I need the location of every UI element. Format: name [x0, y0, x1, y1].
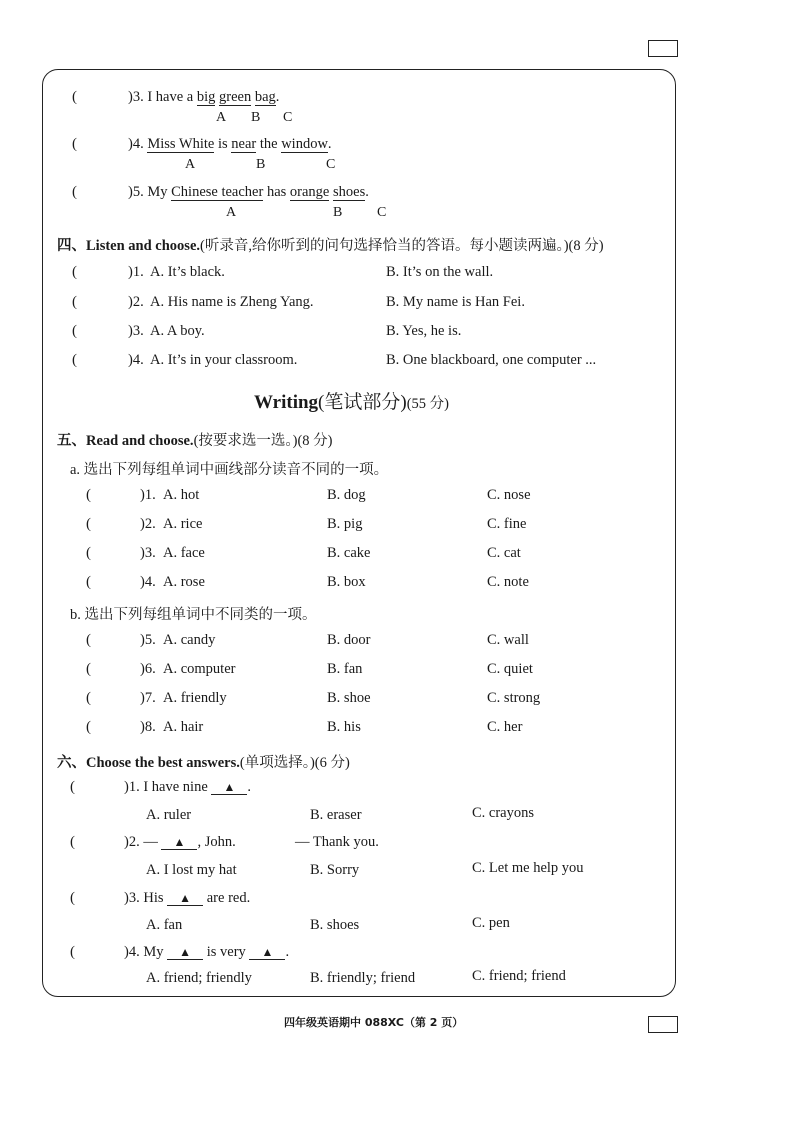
option-a: A. His name is Zheng Yang. [150, 294, 314, 310]
option-a: A. rose [163, 574, 205, 590]
question-number: )2. [124, 834, 140, 850]
question-number: )4. [128, 352, 144, 368]
question-number: )1. [140, 487, 156, 503]
option-a: A. A boy. [150, 323, 205, 339]
top-corner-box [648, 40, 678, 57]
option-c: C. nose [487, 487, 531, 503]
answer-paren[interactable]: ( [86, 574, 91, 590]
option-a: A. computer [163, 661, 236, 677]
answer-paren[interactable]: ( [86, 661, 91, 677]
option-a: A. hair [163, 719, 204, 735]
option-c: C. quiet [487, 661, 533, 677]
option-a: A. face [163, 545, 205, 561]
answer-paren[interactable]: ( [72, 352, 77, 368]
question-number: )3. [128, 323, 144, 339]
underlined-word: bag [254, 89, 276, 105]
option-a: A. I lost my hat [146, 862, 237, 878]
answer-paren[interactable]: ( [72, 136, 77, 152]
question-number: )2. [140, 516, 156, 532]
option-c: C. Let me help you [472, 860, 584, 876]
option-b: B. pig [327, 516, 363, 532]
section4-heading: 四、Listen and choose.(听录音,给你听到的问句选择恰当的答语。每小题读两遍。)(8 分) [57, 238, 604, 254]
question-text: — [143, 834, 158, 850]
underlined-word: orange [289, 184, 330, 200]
answer-paren[interactable]: ( [86, 545, 91, 561]
section5-part-a-instruction: a. 选出下列每组单词中画线部分读音不同的一项。 [70, 462, 389, 478]
sentence-text: is [217, 136, 228, 152]
question-reply: — Thank you. [295, 834, 379, 850]
answer-paren[interactable]: ( [86, 516, 91, 532]
question-number: )3. [140, 545, 156, 561]
writing-title: Writing(笔试部分)(55 分) [254, 392, 449, 413]
option-b: B. It’s on the wall. [386, 264, 494, 280]
question-text: My [143, 944, 164, 960]
option-a: A. It’s black. [150, 264, 225, 280]
option-b: B. Yes, he is. [386, 323, 462, 339]
sentence-text: the [259, 136, 278, 152]
option-c: C. wall [487, 632, 529, 648]
question-number: )3. [124, 890, 140, 906]
page-frame [42, 69, 676, 997]
answer-blank[interactable]: ▲ [167, 891, 203, 906]
answer-blank[interactable]: ▲ [161, 835, 197, 850]
option-c: C. note [487, 574, 529, 590]
option-letter: A [185, 157, 196, 172]
sentence-text: My [147, 184, 168, 200]
option-b: B. My name is Han Fei. [386, 294, 525, 310]
answer-paren[interactable]: ( [70, 944, 75, 960]
option-b: B. cake [327, 545, 371, 561]
question-number: )5. [128, 184, 144, 200]
option-b: B. door [327, 632, 371, 648]
question-number: )4. [128, 136, 144, 152]
option-c: C. cat [487, 545, 521, 561]
option-b: B. Sorry [310, 862, 360, 878]
answer-paren[interactable]: ( [72, 89, 77, 105]
option-b: B. shoe [327, 690, 371, 706]
question-number: )2. [128, 294, 144, 310]
option-b: B. friendly; friend [310, 970, 416, 986]
option-c: C. strong [487, 690, 541, 706]
option-c: C. crayons [472, 805, 535, 821]
option-letter: C [283, 110, 293, 125]
section5-part-b-instruction: b. 选出下列每组单词中不同类的一项。 [70, 607, 317, 623]
option-a: A. ruler [146, 807, 192, 823]
option-c: C. fine [487, 516, 527, 532]
answer-paren[interactable]: ( [86, 632, 91, 648]
question-number: )4. [140, 574, 156, 590]
underlined-word: shoes [333, 184, 366, 200]
option-letter: C [326, 157, 336, 172]
option-letter: A [216, 110, 227, 125]
question-text: I have nine [143, 779, 208, 795]
question-number: )3. [128, 89, 144, 105]
page-footer: 四年级英语期中 088XC（第 2 页） [284, 1016, 464, 1029]
underlined-word: window [281, 136, 328, 152]
underlined-word: near [231, 136, 257, 152]
option-b: B. eraser [310, 807, 362, 823]
answer-paren[interactable]: ( [70, 834, 75, 850]
option-b: B. fan [327, 661, 363, 677]
sentence-text: I have a [147, 89, 194, 105]
option-c: C. her [487, 719, 523, 735]
option-letter: B [251, 110, 261, 125]
question-number: )6. [140, 661, 156, 677]
option-a: A. rice [163, 516, 203, 532]
answer-paren[interactable]: ( [72, 294, 77, 310]
sentence-text: has [266, 184, 287, 200]
section5-heading: 五、Read and choose.(按要求选一选。)(8 分) [57, 433, 333, 449]
answer-paren[interactable]: ( [86, 487, 91, 503]
option-letter: A [226, 205, 237, 220]
option-c: C. pen [472, 915, 510, 931]
answer-blank[interactable]: ▲ [167, 945, 203, 960]
question-number: )8. [140, 719, 156, 735]
option-b: B. box [327, 574, 366, 590]
option-b: B. One blackboard, one computer ... [386, 352, 597, 368]
answer-paren[interactable]: ( [72, 184, 77, 200]
bottom-corner-box [648, 1016, 678, 1033]
section6-heading: 六、Choose the best answers.(单项选择。)(6 分) [57, 755, 350, 771]
answer-paren[interactable]: ( [86, 719, 91, 735]
option-b: B. shoes [310, 917, 360, 933]
question-text: His [143, 890, 164, 906]
option-letter: B [333, 205, 343, 220]
question-number: )4. [124, 944, 140, 960]
option-a: A. fan [146, 917, 183, 933]
option-a: A. friendly [163, 690, 227, 706]
question-number: )7. [140, 690, 156, 706]
answer-paren[interactable]: ( [86, 690, 91, 706]
answer-blank[interactable]: ▲ [211, 780, 247, 795]
underlined-word: green [219, 89, 252, 105]
answer-paren[interactable]: ( [70, 890, 75, 906]
option-letter: C [377, 205, 387, 220]
answer-blank[interactable]: ▲ [249, 945, 285, 960]
question-number: )5. [140, 632, 156, 648]
question-number: )1. [128, 264, 144, 280]
option-b: B. his [327, 719, 361, 735]
option-a: A. It’s in your classroom. [150, 352, 298, 368]
question-number: )1. [124, 779, 140, 795]
option-a: A. candy [163, 632, 216, 648]
option-letter: B [256, 157, 266, 172]
answer-paren[interactable]: ( [70, 779, 75, 795]
answer-paren[interactable]: ( [72, 323, 77, 339]
underlined-word: Chinese teacher [171, 184, 264, 200]
answer-paren[interactable]: ( [72, 264, 77, 280]
option-c: C. friend; friend [472, 968, 566, 984]
underlined-word: big [196, 89, 216, 105]
option-a: A. hot [163, 487, 200, 503]
option-b: B. dog [327, 487, 366, 503]
underlined-word: Miss White [147, 136, 215, 152]
option-a: A. friend; friendly [146, 970, 252, 986]
